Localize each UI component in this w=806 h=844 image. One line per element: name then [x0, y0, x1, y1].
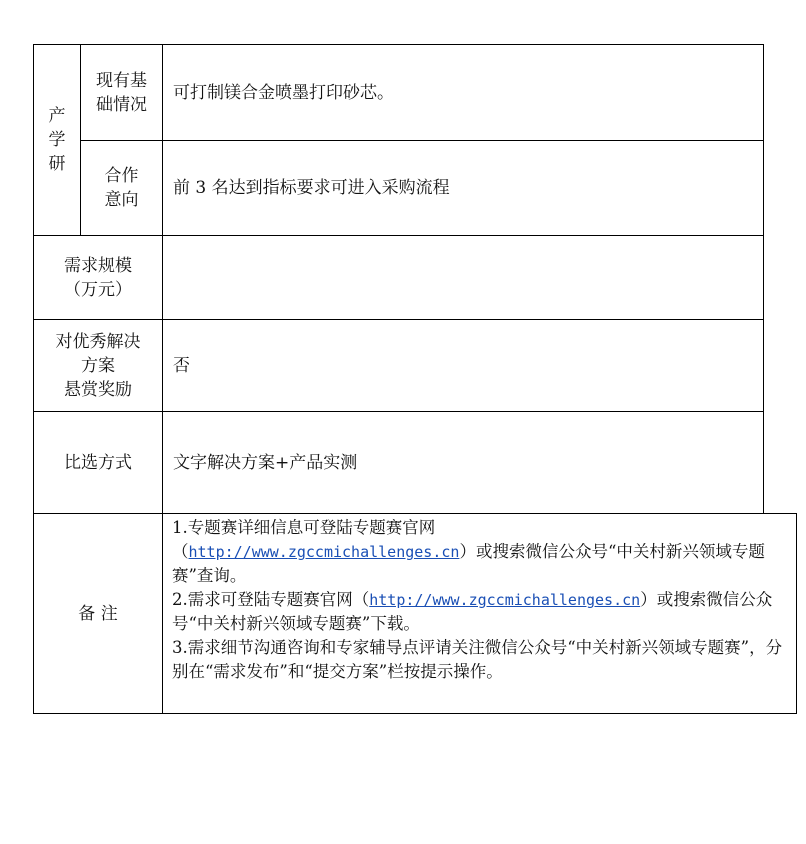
reward-label-line-1: 对优秀解决 [55, 331, 141, 352]
remark-item-1 [172, 516, 798, 588]
scale-label-line-1: 需求规模 [64, 255, 132, 276]
basis-label-line-2: 础情况 [96, 94, 147, 115]
remark-item-2 [172, 588, 798, 636]
remark-item-1-tail: ）或搜索微信公众号“中关村新兴领域专题赛”查询。 [172, 542, 765, 585]
reward-label [34, 320, 162, 411]
scale-label-line-2: （万元） [64, 279, 132, 300]
cooperation-label [81, 141, 162, 235]
table-border-bottom [33, 713, 797, 714]
method-value: 文字解决方案+产品实测 [173, 452, 358, 473]
remark-item-1-open-paren: （ [172, 542, 189, 561]
reward-value: 否 [173, 355, 190, 376]
remark-item-1-text: 1.专题赛详细信息可登陆专题赛官网 [172, 518, 436, 537]
chanxueyan-char-1: 产 [48, 106, 66, 126]
cooperation-label-line-1: 合作 [104, 166, 139, 186]
table-border-right-upper [763, 44, 764, 513]
scale-label [34, 236, 162, 319]
reward-label-line-3: 悬赏奖励 [64, 379, 132, 400]
basis-value: 可打制镁合金喷墨打印砂芯。 [173, 82, 394, 103]
scale-value [163, 236, 763, 319]
cooperation-value: 前 3 名达到指标要求可进入采购流程 [173, 178, 450, 198]
cooperation-label-line-2: 意向 [104, 190, 139, 210]
reward-label-line-2: 方案 [81, 355, 115, 376]
remarks-label: 备 注 [78, 603, 118, 624]
chanxueyan-char-3: 研 [48, 154, 66, 174]
official-site-link-1[interactable]: http://www.zgccmichallenges.cn [188, 543, 460, 561]
basis-label-line-1: 现有基 [96, 70, 147, 91]
method-label: 比选方式 [64, 452, 132, 473]
remark-item-3: 3.需求细节沟通咨询和专家辅导点评请关注微信公众号“中关村新兴领域专题赛”，分别在“需求发布”和“提交方案”栏按提示操作。 [172, 638, 783, 681]
chanxueyan-char-2: 学 [48, 130, 66, 150]
official-site-link-2[interactable]: http://www.zgccmichallenges.cn [369, 591, 641, 609]
remarks-content [172, 516, 798, 684]
chanxueyan-label [34, 45, 80, 235]
remark-item-2-text: 2.需求可登陆专题赛官网（ [172, 590, 370, 609]
remark-item-2-tail: ）或搜索微信公众号“中关村新兴领域专题赛”下载。 [172, 590, 773, 633]
basis-label [81, 45, 162, 140]
